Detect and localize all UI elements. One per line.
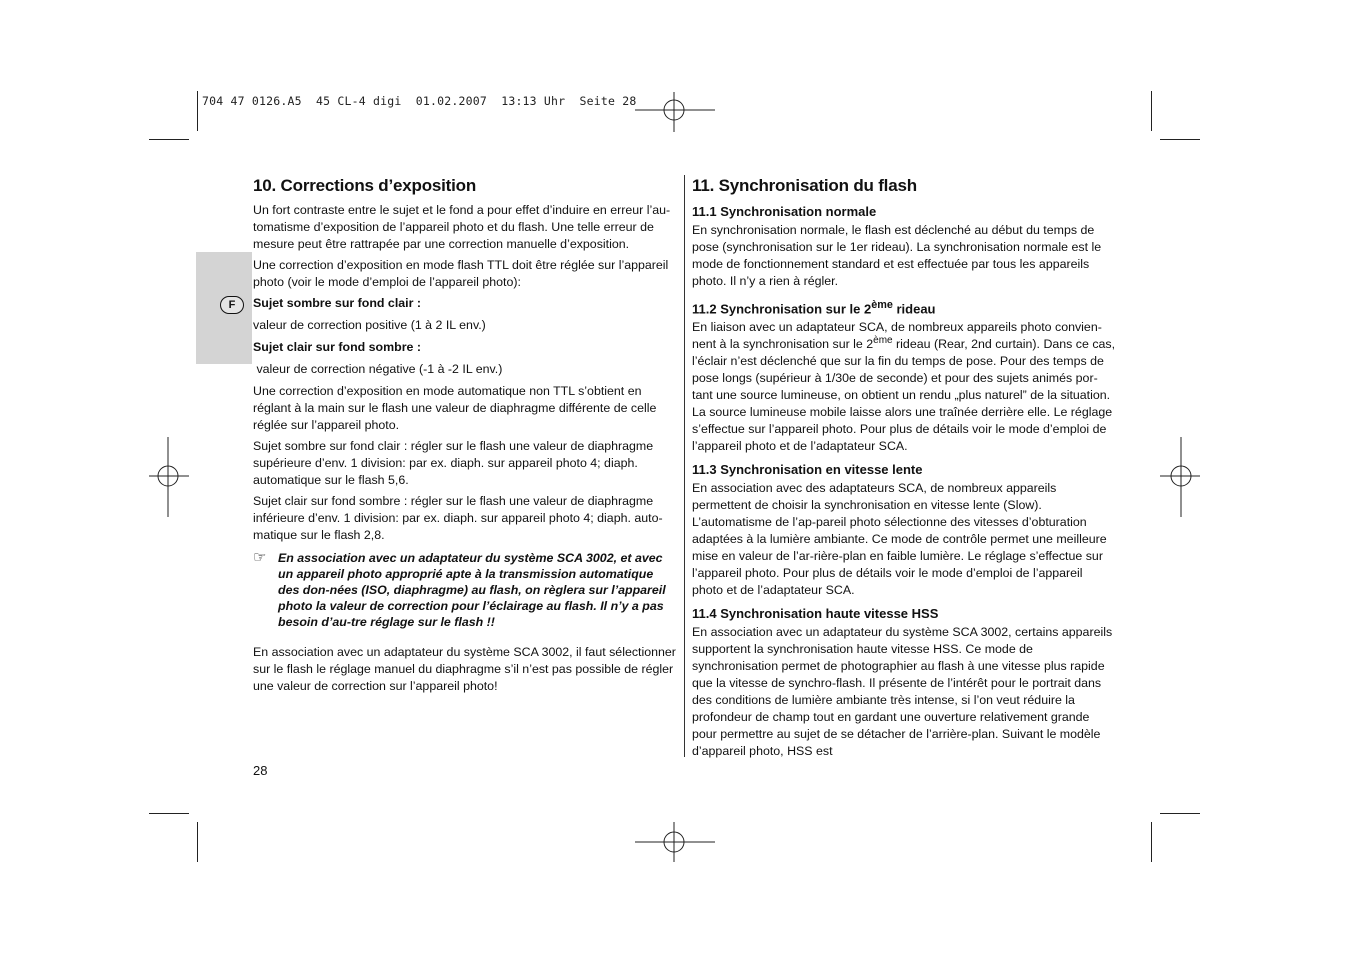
crop-mark: [149, 813, 189, 814]
language-badge: F: [220, 296, 244, 314]
sub-label: Sujet sombre sur fond clair :: [253, 296, 421, 310]
paragraph: En synchronisation normale, le flash est déclenché au début du temps de pose (synchronisation sur le 1er rideau). La synchronisation normale est le mode de fonctionnement standard et est effectuée par tous les appareils photo. Il n’y a rien à régler.: [692, 223, 1102, 288]
left-column: [253, 175, 676, 699]
paragraph: En association avec un adaptateur du système SCA 3002, certains appareils supportent la synchronisation haute vitesse HSS. Ce mode de synchronisation permet de photographier au flash à une vitesse plus rapide que la vitesse de synchro-flash. Il présente de l’intérêt pour le portrait dans des conditions de lumière ambiante très intense, si l’on veut réduire la profondeur de champ tout en gardant une ouverture relativement grande pour permettre au sujet de se détacher de l’arrière-plan. Suivant le modèle d’appareil photo, HSS est: [692, 625, 1113, 759]
sub-label: Sujet clair sur fond sombre :: [253, 340, 421, 354]
crop-mark: [1160, 813, 1200, 814]
note-block: [253, 550, 676, 630]
subsection-title: 11.1 Synchronisation normale: [692, 204, 877, 219]
crop-mark: [1160, 139, 1200, 140]
registration-mark-icon: [1160, 437, 1200, 517]
paragraph: Une correction d’exposition en mode flash TTL doit être réglée sur l’appareil photo (voir le mode d’emploi de l’appareil photo):: [253, 258, 669, 289]
crop-mark: [149, 139, 189, 140]
paragraph: Une correction d’exposition en mode automatique non TTL s’obtient en réglant à la main sur le flash une valeur de diaphragme différente de celle réglée sur l’appareil photo.: [253, 384, 657, 432]
paragraph: valeur de correction négative (-1 à -2 IL env.): [253, 362, 503, 376]
crop-mark: [197, 822, 198, 862]
section-title-synchronisation: 11. Synchronisation du flash: [692, 176, 917, 195]
paragraph-part: rideau (Rear, 2nd curtain). Dans ce cas, l’éclair n’est déclenché que sur la fin du temps de pose. Pour des temps de pose longs (supérieur à 1/30e de seconde) et pour des sujets animés por-tant une source lumineuse, on obtient un rendu „plus naturel” de la situation. La source lumineuse mobile laisse alors une traînée derrière elle. Le réglage s’effectue sur l’appareil photo. Pour plus de détails voir le mode d’emploi de l’appareil photo et de l’adaptateur SCA.: [692, 337, 1116, 454]
crop-mark: [1151, 822, 1152, 862]
superscript: ème: [873, 335, 893, 347]
paragraph-part: En liaison avec un adaptateur SCA, de nombreux appareils photo convien-nent à la synchronisation sur le 2: [692, 320, 1102, 352]
paragraph: [692, 319, 1116, 455]
superscript: ème: [871, 299, 893, 311]
section-title-corrections: 10. Corrections d’exposition: [253, 176, 477, 195]
registration-mark-icon: [635, 92, 715, 132]
right-column: [692, 175, 1116, 764]
crop-mark: [197, 91, 198, 131]
paragraph: Sujet clair sur fond sombre : régler sur le flash une valeur de diaphragme inférieure d’env. 1 division: par ex. diaph. sur appareil photo 4; diaph. auto-matique sur le flash 2,8.: [253, 494, 663, 542]
paragraph: En association avec des adaptateurs SCA, de nombreux appareils permettent de choisir la synchronisation en vitesse lente (Slow). L’automatisme de l’ap-pareil photo sélectionne des vitesses d’obturation adaptées à la lumière ambiante. Ce mode de contrôle permet une meilleure mise en valeur de l’ar-rière-plan en faible lumière. Le réglage s’effectue sur l’appareil photo. Pour plus de détails voir le mode d’emploi de l’appareil photo et de l’adaptateur SCA.: [692, 481, 1107, 598]
registration-mark-icon: [635, 822, 715, 862]
pointing-hand-icon: ☞: [253, 549, 267, 566]
registration-mark-icon: [149, 437, 189, 517]
paragraph: Un fort contraste entre le sujet et le fond a pour effet d’induire en erreur l’au-tomatisme d’exposition de l’appareil photo et du flash. Une telle erreur de mesure peut être rattrapée par une correction manuelle d’exposition.: [253, 203, 671, 251]
print-slug: 704 47 0126.A5 45 CL-4 digi 01.02.2007 13:13 Uhr Seite 28: [202, 94, 637, 108]
note-text: En association avec un adaptateur du système SCA 3002, et avec un appareil photo approprié apte à la transmission automatique des don-nées (ISO, diaphragme) au flash, on règlera sur l’appareil photo la valeur de correction pour l’éclairage au flash. Il n’y a pas besoin d’au-tre réglage sur le flash !!: [278, 551, 666, 629]
column-divider: [684, 175, 685, 757]
subsection-title-part: rideau: [892, 301, 936, 317]
subsection-title-part: 11.2 Synchronisation sur le 2: [692, 301, 872, 317]
paragraph: En association avec un adaptateur du système SCA 3002, il faut sélectionner sur le flash le réglage manuel du diaphragme s’il n’est pas possible de régler une valeur de correction sur l’appareil photo!: [253, 645, 676, 693]
page-number: 28: [253, 763, 268, 778]
subsection-title: 11.3 Synchronisation en vitesse lente: [692, 462, 923, 478]
crop-mark: [1151, 91, 1152, 131]
paragraph: Sujet sombre sur fond clair : régler sur le flash une valeur de diaphragme supérieure d’env. 1 division: par ex. diaph. sur appareil photo 4; diaph. automatique sur le flash 5,6.: [253, 439, 654, 487]
subsection-title: [692, 296, 1116, 318]
paragraph: valeur de correction positive (1 à 2 IL env.): [253, 318, 486, 332]
subsection-title: 11.4 Synchronisation haute vitesse HSS: [692, 606, 939, 622]
